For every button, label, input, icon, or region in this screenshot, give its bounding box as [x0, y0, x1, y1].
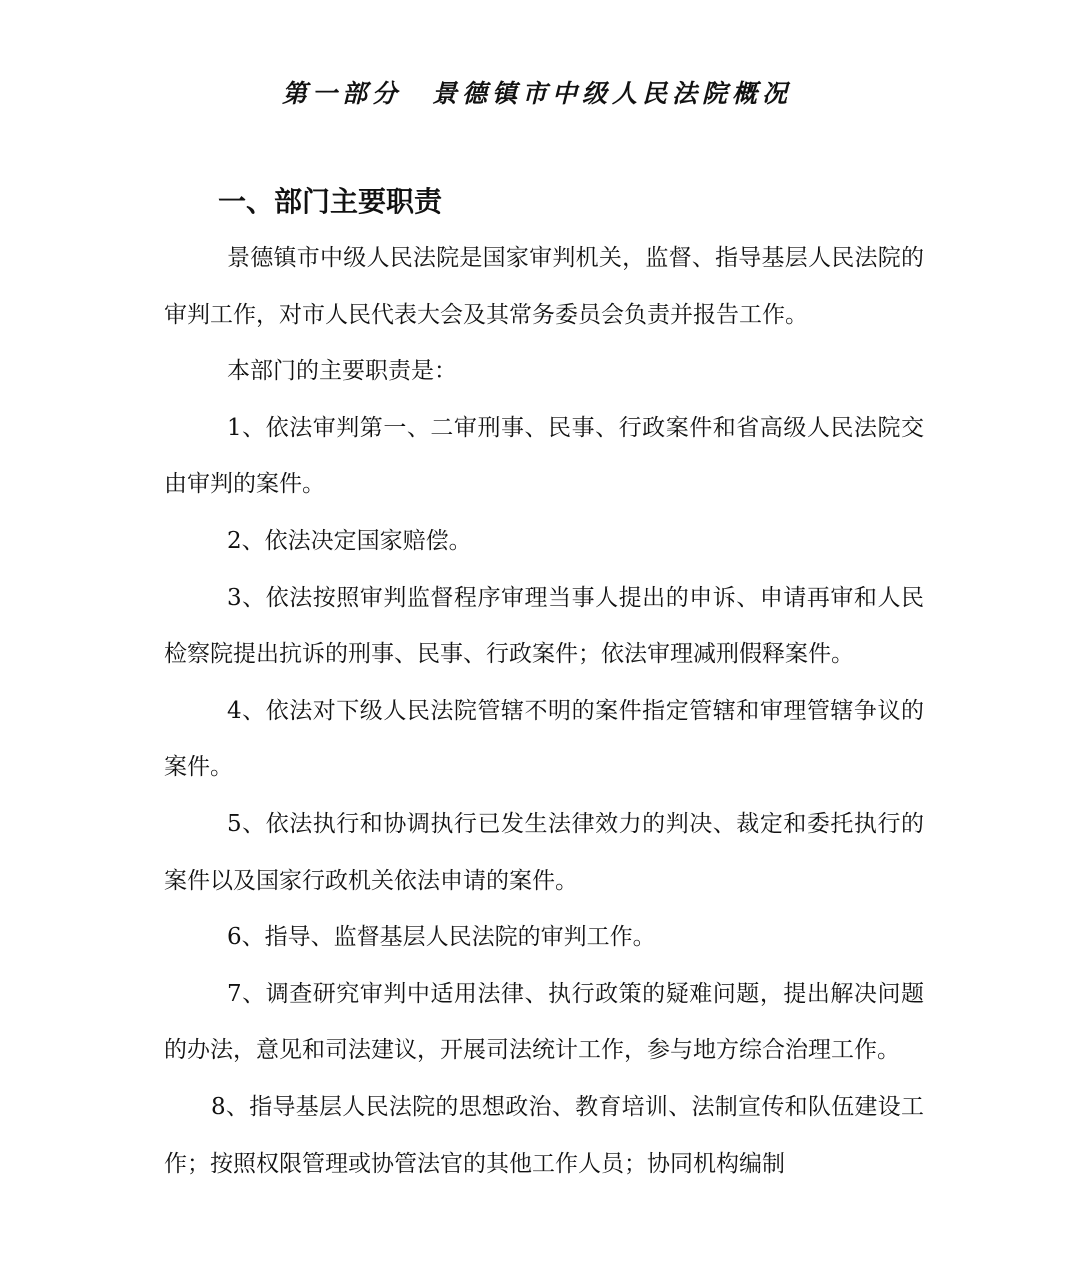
- paragraph-intro: 景德镇市中级人民法院是国家审判机关，监督、指导基层人民法院的审判工作，对市人民代表大会及其常务委员会负责并报告工作。: [164, 245, 924, 328]
- paragraph-duty-3: 3、依法按照审判监督程序审理当事人提出的申诉、申请再审和人民检察院提出抗诉的刑事、民事、行政案件；依法审理减刑假释案件。: [164, 584, 924, 668]
- section-heading: 一、部门主要职责: [218, 185, 443, 218]
- paragraph-duty-8: 8、指导基层人民法院的思想政治、教育培训、法制宣传和队伍建设工作；按照权限管理或协管法官的其他工作人员；协同机构编制: [164, 1093, 924, 1177]
- paragraph-duty-5: 5、依法执行和协调执行已发生法律效力的判决、裁定和委托执行的案件以及国家行政机关依法申请的案件。: [164, 810, 924, 894]
- paragraph-duty-1: 1、依法审判第一、二审刑事、民事、行政案件和省高级人民法院交由审判的案件。: [164, 414, 924, 498]
- paragraph-duty-6: 6、指导、监督基层人民法院的审判工作。: [227, 924, 656, 951]
- paragraph-duty-2: 2、依法决定国家赔偿。: [227, 527, 472, 554]
- paragraph-duty-7: 7、调查研究审判中适用法律、执行政策的疑难问题，提出解决问题的办法，意见和司法建议，开展司法统计工作，参与地方综合治理工作。: [164, 980, 924, 1064]
- paragraph-duties-lead: 本部门的主要职责是：: [227, 358, 457, 385]
- paragraph-duty-4: 4、依法对下级人民法院管辖不明的案件指定管辖和审理管辖争议的案件。: [164, 697, 924, 781]
- document-title: 第一部分 景德镇市中级人民法院概况: [281, 79, 792, 108]
- body-text: [164, 230, 924, 1192]
